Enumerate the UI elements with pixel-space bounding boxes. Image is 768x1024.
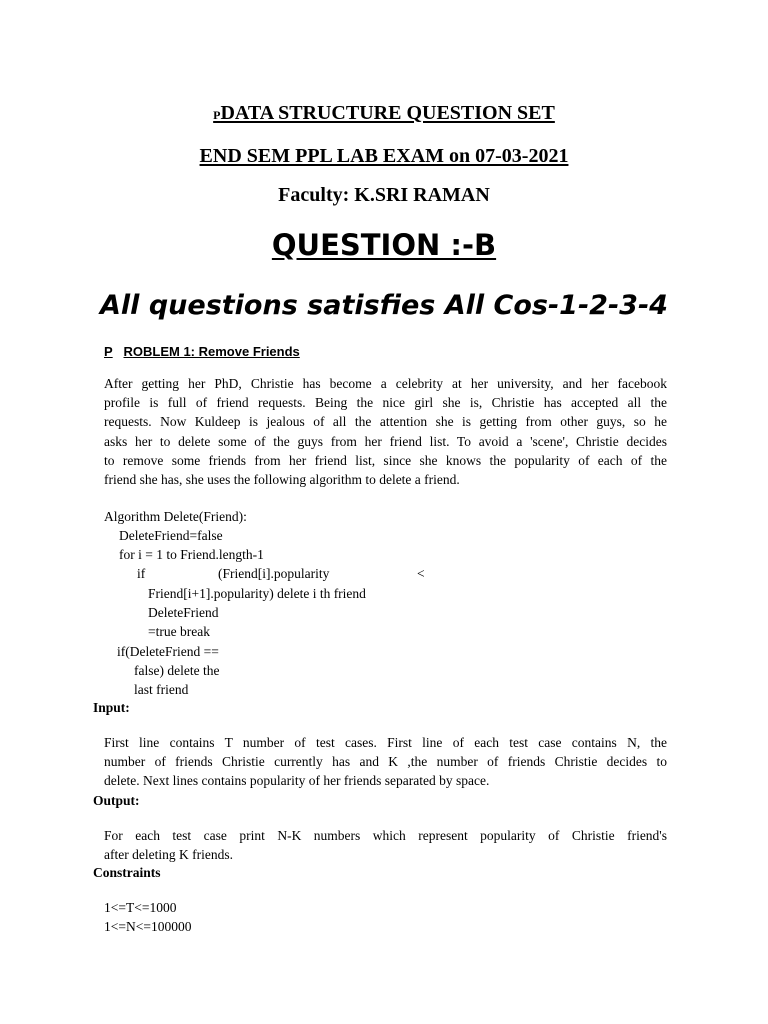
input-line: number of friends Christie currently has and K ,the number of friends Christie decides to [104,754,667,770]
input-line: delete. Next lines contains popularity of her friends separated by space. [104,773,490,789]
algorithm-line: DeleteFriend=false [119,528,223,543]
input-line: First line contains T number of test cases. First line of each test case contains N, the [104,735,667,750]
description-line: profile is full of friend requests. Being the nice girl she is, Christie has accepted all the [104,395,667,411]
problem-title [104,344,300,360]
algorithm-line: DeleteFriend [148,605,219,620]
algorithm-line: if [137,566,146,581]
description-line: friend she has, she uses the following algorithm to delete a friend. [104,472,460,488]
output-label: Output: [93,793,140,808]
constraints-label: Constraints [93,865,161,880]
problem-description [104,374,667,489]
output-description [104,826,667,864]
algorithm-line: Friend[i+1].popularity) delete i th friend [148,586,366,601]
exam-subtitle: END SEM PPL LAB EXAM on 07-03-2021 [199,145,569,167]
description-line: After getting her PhD, Christie has become a celebrity at her university, and her facebook [104,376,667,391]
algorithm-line: (Friend[i].popularity [218,566,330,581]
input-label: Input: [93,700,130,715]
document-title [0,101,768,127]
algorithm-line: =true break [148,624,210,639]
problem-prefix: P [104,344,113,359]
description-line: asks her to delete some of the guys from her friend list. To avoid a 'scene', Christie decides [104,433,667,449]
output-line: For each test case print N-K numbers which represent popularity of Christie friend's [104,828,667,843]
description-line: requests. Now Kuldeep is jealous of all the attention she is getting from other guys, so he [104,414,667,430]
algorithm-line: < [417,566,425,581]
algorithm-line: last friend [134,682,189,697]
constraint-line: 1<=N<=100000 [104,919,192,934]
title-prefix: P [213,108,221,122]
cos-note: All questions satisfies All Cos-1-2-3-4 [100,290,668,321]
title-text: DATA STRUCTURE QUESTION SET [220,102,555,124]
algorithm-line: if(DeleteFriend == [117,644,219,659]
description-line: to remove some friends from her friend list, since she knows the popularity of each of the [104,452,667,468]
algorithm-line: for i = 1 to Friend.length-1 [119,547,264,562]
faculty-line: Faculty: K.SRI RAMAN [278,184,490,206]
algorithm-line: Algorithm Delete(Friend): [104,509,247,524]
constraint-line: 1<=T<=1000 [104,900,177,915]
input-description [104,733,667,791]
problem-title-text: ROBLEM 1: Remove Friends [123,344,300,359]
output-line: after deleting K friends. [104,847,233,863]
algorithm-line: false) delete the [134,663,220,678]
question-heading: QUESTION :-B [271,228,497,262]
